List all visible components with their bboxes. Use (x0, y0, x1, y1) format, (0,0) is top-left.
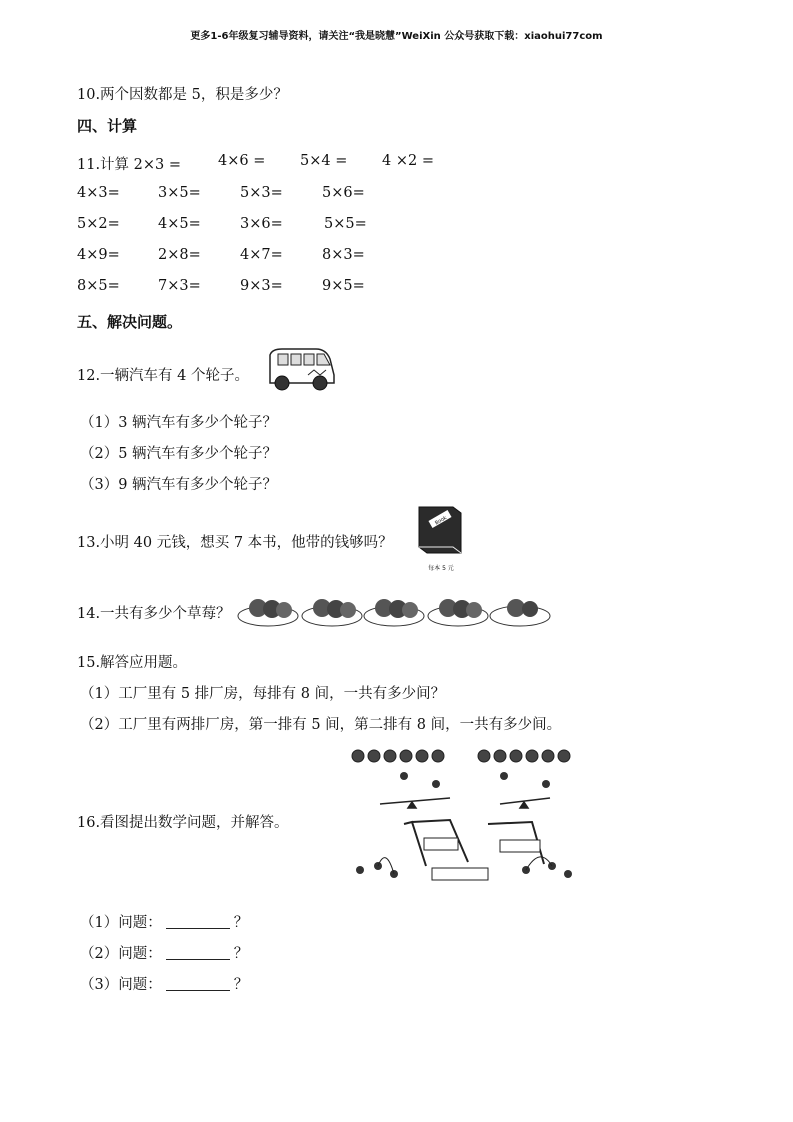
question-12-part-1: （1）3 辆汽车有多少个轮子？ (80, 415, 278, 431)
plate-3 (364, 599, 424, 626)
calc-item: 11.计算 2×3 = (77, 157, 182, 173)
answer-blank-3[interactable] (166, 976, 230, 991)
calc-item: 4×3= (77, 185, 120, 201)
book-price-caption: 每本 5 元 (428, 565, 454, 572)
plate-1 (238, 599, 298, 626)
question-16-part-2-end: ？ (233, 946, 249, 962)
question-16-part-3 (80, 973, 248, 994)
van-illustration (264, 345, 336, 393)
question-16-part-2 (80, 942, 248, 963)
calc-item: 8×3= (322, 247, 365, 263)
strawberry-plates (236, 588, 552, 630)
question-16-part-2-label: （2）问题： (80, 946, 162, 962)
calc-item: 3×5= (158, 185, 201, 201)
page-header: 更多1-6年级复习辅导资料，请关注“我是晓慧”WeiXin 公众号获取下载：xiaohui77com (190, 31, 603, 42)
calc-item: 2×8= (158, 247, 201, 263)
calc-item: 7×3= (158, 278, 201, 294)
question-12: 12.一辆汽车有 4 个轮子。 (77, 368, 250, 384)
calc-item: 4×7= (240, 247, 283, 263)
answer-blank-2[interactable] (166, 945, 230, 960)
question-16-part-3-end: ？ (233, 977, 249, 993)
question-15-part-2: （2）工厂里有两排厂房，第一排有 5 间，第二排有 8 间，一共有多少间。 (80, 717, 562, 733)
plate-2 (302, 599, 362, 626)
question-10: 10.两个因数都是 5，积是多少？ (77, 87, 288, 103)
question-15-part-1: （1）工厂里有 5 排厂房，每排有 8 间，一共有多少间？ (80, 686, 446, 702)
calc-item: 8×5= (77, 278, 120, 294)
calc-item: 4×5= (158, 216, 201, 232)
answer-blank-1[interactable] (166, 914, 230, 929)
question-14: 14.一共有多少个草莓？ (77, 606, 231, 622)
calc-item: 9×5= (322, 278, 365, 294)
question-16: 16.看图提出数学问题，并解答。 (77, 815, 289, 831)
calc-item: 9×3= (240, 278, 283, 294)
question-12-part-3: （3）9 辆汽车有多少个轮子？ (80, 477, 278, 493)
calc-item: 4×6 = (218, 153, 266, 169)
question-12-part-2: （2）5 辆汽车有多少个轮子？ (80, 446, 278, 462)
playground-illustration (340, 742, 584, 900)
book-title: Book (434, 515, 448, 527)
calc-item: 5×5= (324, 216, 367, 232)
question-13: 13.小明 40 元钱，想买 7 本书，他带的钱够吗？ (77, 535, 393, 551)
section-5-title: 五、解决问题。 (77, 313, 183, 331)
question-16-part-1 (80, 911, 248, 932)
section-4-title: 四、计算 (77, 117, 138, 135)
calc-item: 4×9= (77, 247, 120, 263)
book-illustration (413, 503, 465, 575)
calc-item: 4 ×2 = (382, 153, 434, 169)
calc-item: 3×6= (240, 216, 283, 232)
calc-item: 5×3= (240, 185, 283, 201)
calc-item: 5×4 = (300, 153, 348, 169)
question-16-part-3-label: （3）问题： (80, 977, 162, 993)
question-16-part-1-label: （1）问题： (80, 915, 162, 931)
calc-item: 5×2= (77, 216, 120, 232)
question-15: 15.解答应用题。 (77, 655, 188, 671)
plate-5 (490, 599, 550, 626)
calc-item: 5×6= (322, 185, 365, 201)
question-16-part-1-end: ？ (233, 915, 249, 931)
plate-4 (428, 599, 488, 626)
